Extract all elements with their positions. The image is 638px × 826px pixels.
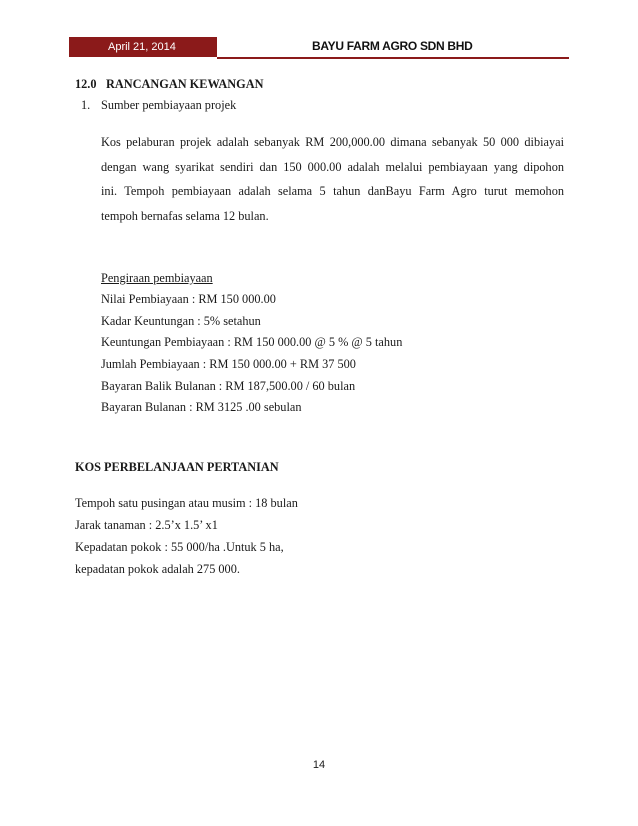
farming-cost-line: Tempoh satu pusingan atau musim : 18 bulan: [75, 496, 298, 510]
paragraph-line: Kos pelaburan projek adalah sebanyak RM 200,000.00 dimana sebanyak 50 000 dibiayai: [101, 135, 564, 149]
farming-cost-line: Kepadatan pokok : 55 000/ha .Untuk 5 ha,: [75, 540, 284, 554]
header-company-name: BAYU FARM AGRO SDN BHD: [312, 39, 473, 53]
calculation-line: Bayaran Balik Bulanan : RM 187,500.00 / 60 bulan: [101, 379, 356, 393]
header-rule: [217, 57, 569, 59]
paragraph-line: dengan wang syarikat sendiri dan 150 000.00 adalah melalui pembiayaan yang dipohon: [101, 159, 564, 174]
farming-cost-line: kepadatan pokok adalah 275 000.: [75, 562, 240, 576]
subsection-number: 1.: [81, 98, 91, 112]
calculation-line: Nilai Pembiayaan : RM 150 000.00: [101, 292, 276, 306]
calculation-heading: Pengiraan pembiayaan: [101, 271, 213, 285]
paragraph-line: ini. Tempoh pembiayaan adalah selama 5 tahun danBayu Farm Agro turut memohon: [101, 184, 564, 198]
farming-costs-heading: KOS PERBELANJAAN PERTANIAN: [75, 460, 279, 474]
calculation-line: Bayaran Bulanan : RM 3125 .00 sebulan: [101, 400, 302, 414]
calculation-line: Jumlah Pembiayaan : RM 150 000.00 + RM 37 500: [101, 357, 356, 371]
calculation-line: Kadar Keuntungan : 5% setahun: [101, 314, 261, 328]
header-date: April 21, 2014: [69, 37, 217, 57]
subsection-title: Sumber pembiayaan projek: [101, 98, 237, 112]
paragraph-line: tempoh bernafas selama 12 bulan.: [101, 208, 269, 223]
section-number: 12.0: [75, 77, 97, 91]
calculation-line: Keuntungan Pembiayaan : RM 150 000.00 @ 5 % @ 5 tahun: [101, 335, 403, 349]
section-title: RANCANGAN KEWANGAN: [106, 77, 264, 91]
page-number: 14: [312, 759, 326, 771]
farming-cost-line: Jarak tanaman : 2.5’x 1.5’ x1: [75, 518, 218, 532]
financing-paragraph: [101, 130, 564, 228]
